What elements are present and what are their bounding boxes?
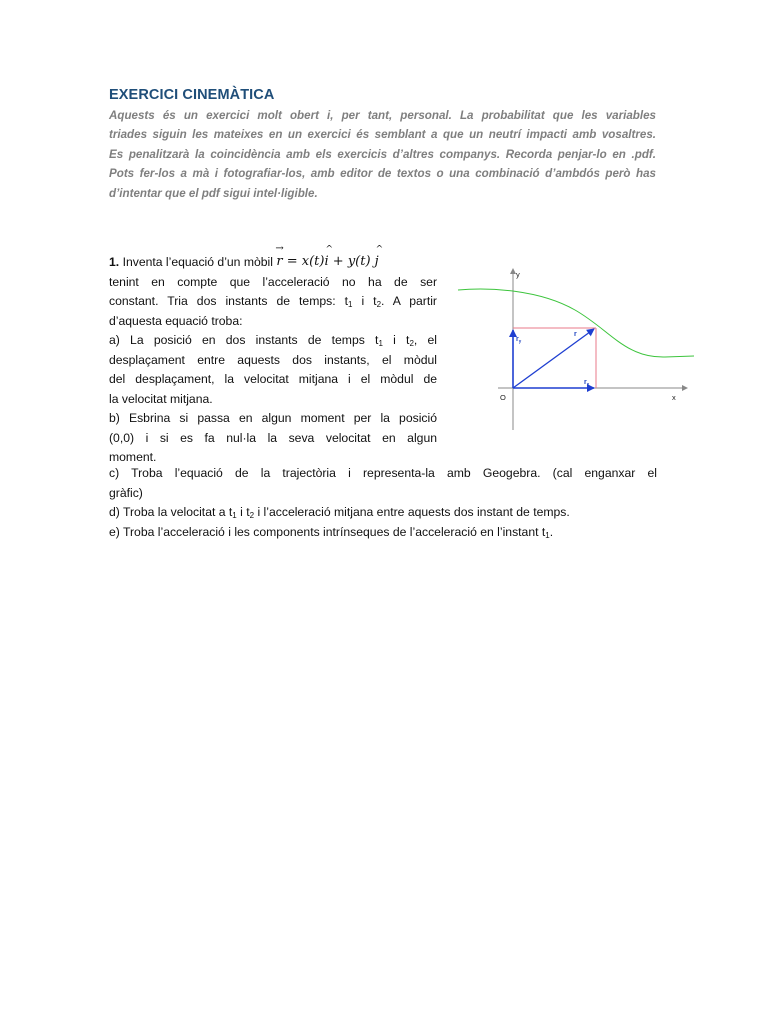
part-a-text: , el — [413, 333, 437, 347]
question-stem — [109, 253, 437, 468]
unit-vector-i: ^ i — [324, 252, 328, 272]
part-e-line — [109, 523, 657, 543]
position-equation — [276, 254, 378, 269]
x-axis-label: x — [672, 393, 676, 402]
unit-vector-j: ^ j — [375, 252, 379, 272]
part-a-line: la velocitat mitjana. — [109, 391, 213, 406]
position-vector-diagram — [450, 260, 700, 435]
ry-label-sub: y — [518, 338, 522, 344]
part-c-line: c) Troba l’equació de la trajectòria i representa-la amb Geogebra. (cal enganxar el — [109, 466, 657, 480]
equation-equals: = — [282, 254, 302, 269]
ry-label — [516, 336, 522, 344]
subscript: 1 — [348, 300, 353, 309]
part-b-line: (0,0) i si es fa nul·la la seva velocitat en algun — [109, 430, 437, 445]
part-d-text: i t — [236, 505, 250, 519]
question-line: d’aquesta equació troba: — [109, 313, 243, 328]
question-text: constant. Tria dos instants de temps: t — [109, 294, 348, 308]
part-a-line: desplaçament entre aquests dos instants, el mòdul — [109, 352, 437, 367]
question-stem-text: Inventa l’equació d’un mòbil — [122, 255, 273, 269]
exercise-title: EXERCICI CINEMÀTICA — [109, 87, 275, 103]
subscript: 1 — [232, 511, 237, 520]
part-c-line: gràfic) — [109, 485, 143, 500]
position-vector: → r — [276, 252, 282, 272]
origin-label: O — [500, 393, 506, 402]
question-number: 1. — [109, 255, 120, 269]
rx-label-sub: x — [586, 381, 590, 387]
part-a-text: i t — [382, 333, 410, 347]
part-d-text: i l’acceleració mitjana entre aquests dos instant de temps. — [254, 505, 570, 519]
part-a-text: a) La posició en dos instants de temps t — [109, 333, 379, 347]
intro-line: triades siguin les mateixes en un exercici és semblant a que un neutrí impacti amb vosaltres. — [109, 128, 656, 142]
equation-y-term: y(t) — [347, 254, 371, 269]
part-a-line: del desplaçament, la velocitat mitjana i el mòdul de — [109, 372, 437, 386]
y-axis-label: y — [516, 270, 520, 279]
question-parts — [109, 464, 657, 542]
question-text: . A partir — [381, 294, 437, 308]
intro-paragraph — [109, 106, 656, 203]
diagram-svg — [450, 260, 700, 435]
r-label: r — [574, 331, 577, 338]
intro-line: Aquests és un exercici molt obert i, per tant, personal. La probabilitat que les variables — [109, 109, 656, 122]
subscript: 2 — [376, 300, 382, 309]
part-e-text: . — [549, 524, 554, 539]
r-vector — [513, 329, 594, 388]
subscript: 2 — [249, 511, 255, 520]
trajectory-curve — [458, 289, 694, 357]
question-line: tenint en compte que l’acceleració no ha de ser — [109, 274, 437, 289]
rx-label-main: r — [584, 379, 587, 386]
subscript: 1 — [378, 339, 383, 348]
subscript: 1 — [545, 530, 550, 540]
part-b-line: b) Esbrina si passa en algun moment per la posició — [109, 411, 437, 425]
question-line-1 — [109, 253, 437, 273]
part-e-text: e) Troba l’acceleració i les components intrínseques de l’acceleració en l’instant t — [109, 524, 546, 539]
equation-x-term: x(t) — [301, 254, 325, 269]
rx-label — [584, 379, 590, 387]
ry-label-main: r — [516, 336, 519, 343]
equation-plus: + — [328, 254, 348, 269]
question-line — [109, 292, 437, 312]
part-a-line — [109, 331, 437, 351]
intro-line: d’intentar que el pdf sigui intel·ligible. — [109, 186, 318, 200]
intro-line: Es penalitzarà la coincidència amb els exercicis d’altres companys. Recorda penjar-lo en .pdf. — [109, 147, 656, 161]
subscript: 2 — [409, 339, 414, 348]
question-text: i t — [352, 294, 377, 308]
part-b-line: moment. — [109, 450, 157, 464]
part-d-line — [109, 503, 657, 523]
intro-line: Pots fer-los a mà i fotografiar-los, amb editor de textos o una combinació d’ambdós però has — [109, 167, 656, 181]
part-d-text: d) Troba la velocitat a t — [109, 505, 233, 519]
